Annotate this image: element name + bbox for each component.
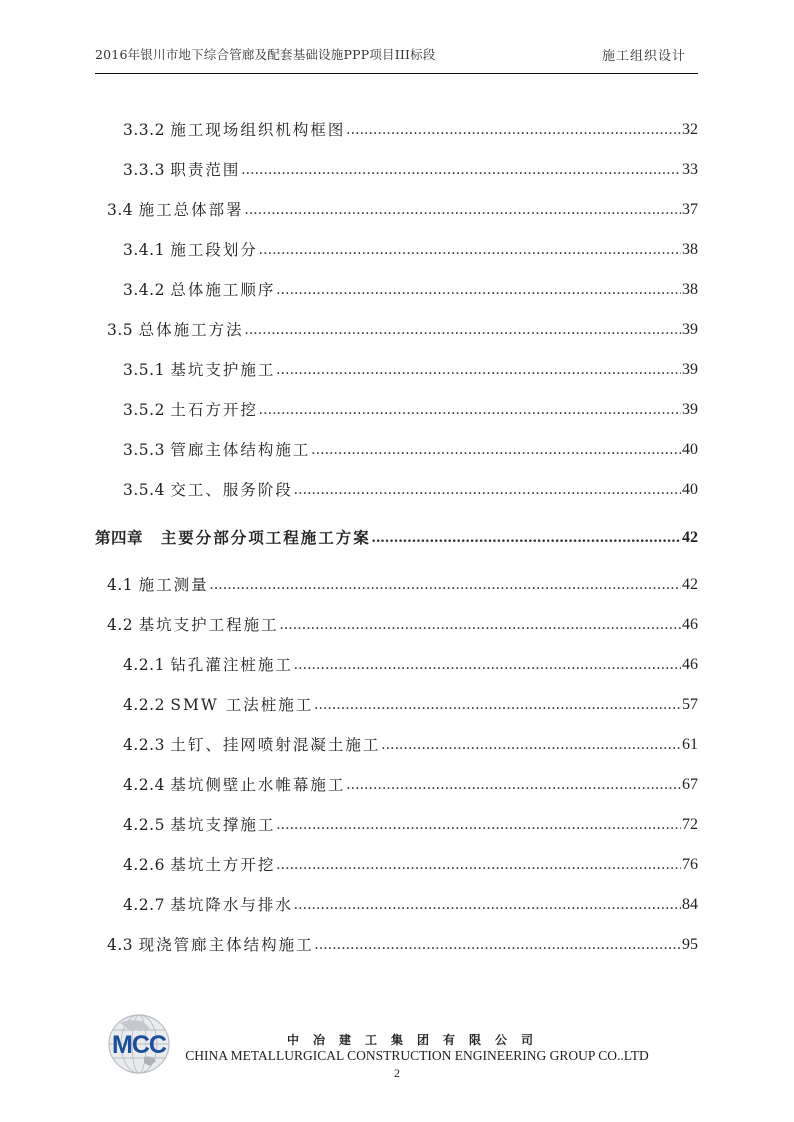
toc-entry[interactable] [123, 733, 698, 757]
document-type: 施工组织设计 [601, 49, 686, 64]
toc-entry-title: 施工测量 [138, 576, 209, 594]
toc-entry[interactable] [107, 573, 698, 597]
toc-entry-title: 钻孔灌注桩施工 [170, 656, 293, 674]
toc-entry[interactable] [123, 158, 698, 182]
toc-entry-page: 39 [682, 361, 698, 378]
company-name-english: CHINA METALLURGICAL CONSTRUCTION ENGINEERING GROUP CO..LTD [185, 1048, 649, 1063]
toc-entry-title: 土钉、挂网喷射混凝土施工 [170, 736, 381, 754]
toc-leader-dots [276, 813, 681, 837]
toc-entry-number: 4.2.3 [123, 736, 171, 754]
toc-entry-number: 3.4 [107, 201, 139, 219]
toc-entry-page: 40 [682, 481, 698, 498]
toc-entry-page: 33 [682, 161, 698, 178]
toc-entry[interactable] [123, 893, 698, 917]
toc-leader-dots [381, 733, 681, 757]
toc-entry-title: 基坑支撑施工 [170, 816, 276, 834]
page-header [95, 40, 698, 74]
toc-chapter-entry[interactable] [95, 526, 698, 550]
toc-entry[interactable] [107, 318, 698, 342]
project-title: 2016年银川市地下综合管廊及配套基础设施PPP项目III标段 [95, 47, 436, 62]
toc-entry-page: 39 [682, 401, 698, 418]
toc-leader-dots [346, 118, 681, 142]
toc-entry[interactable] [123, 813, 698, 837]
toc-chapter-page: 42 [682, 529, 698, 546]
toc-entry-number: 4.2.5 [123, 816, 171, 834]
toc-entry-title: 基坑支护工程施工 [138, 616, 279, 634]
toc-entry-title: 施工段划分 [170, 241, 258, 259]
toc-chapter-title: 主要分部分项工程施工方案 [160, 528, 371, 547]
toc-leader-dots [276, 358, 681, 382]
toc-entry-title: 基坑侧壁止水帷幕施工 [170, 776, 346, 794]
toc-entry-title: 管廊主体结构施工 [170, 441, 311, 459]
toc-entry[interactable] [123, 358, 698, 382]
toc-entry[interactable] [123, 238, 698, 262]
toc-entry-number: 3.5.4 [123, 481, 171, 499]
toc-entry-title: 施工总体部署 [138, 201, 244, 219]
toc-entry[interactable] [123, 693, 698, 717]
toc-entry-number: 4.3 [107, 936, 139, 954]
toc-entry[interactable] [123, 773, 698, 797]
toc-entry-title: 职责范围 [170, 161, 241, 179]
toc-leader-dots [294, 893, 681, 917]
toc-leader-dots [276, 853, 681, 877]
toc-entry-title: 土石方开挖 [170, 401, 258, 419]
toc-entry[interactable] [123, 653, 698, 677]
toc-entry-number: 4.2 [107, 616, 139, 634]
toc-entry-page: 61 [682, 736, 698, 753]
toc-entry-page: 72 [682, 816, 698, 833]
toc-entry[interactable] [123, 438, 698, 462]
toc-entry-page: 42 [682, 576, 698, 593]
toc-leader-dots [315, 933, 681, 957]
toc-leader-dots [259, 398, 681, 422]
toc-entry-title: 现浇管廊主体结构施工 [138, 936, 314, 954]
toc-entry-number: 3.5 [107, 321, 139, 339]
toc-entry-number: 4.2.2 [123, 696, 171, 714]
toc-entry[interactable] [123, 118, 698, 142]
toc-entry-number: 4.2.6 [123, 856, 171, 874]
toc-entry-title: 总体施工顺序 [170, 281, 276, 299]
toc-entry-number: 3.5.3 [123, 441, 171, 459]
toc-entry-number: 3.4.2 [123, 281, 171, 299]
toc-entry-page: 95 [682, 936, 698, 953]
toc-entry-title: 总体施工方法 [138, 321, 244, 339]
toc-leader-dots [314, 693, 681, 717]
toc-entry-title: 基坑土方开挖 [170, 856, 276, 874]
company-name-chinese: 中冶建工集团有限公司 [286, 1033, 547, 1047]
toc-entry-page: 39 [682, 321, 698, 338]
toc-entry-page: 37 [682, 201, 698, 218]
toc-entry-page: 38 [682, 241, 698, 258]
toc-entry-page: 67 [682, 776, 698, 793]
toc-entry-title: 基坑支护施工 [170, 361, 276, 379]
toc-entry-title: 施工现场组织机构框图 [170, 121, 346, 139]
toc-entry-page: 38 [682, 281, 698, 298]
toc-entry[interactable] [107, 613, 698, 637]
toc-entry[interactable] [123, 398, 698, 422]
toc-leader-dots [241, 158, 681, 182]
toc-entry-number: 3.3.3 [123, 161, 171, 179]
toc-leader-dots [311, 438, 681, 462]
toc-leader-dots [280, 613, 681, 637]
toc-entry-title: SMW 工法桩施工 [170, 696, 314, 714]
toc-leader-dots [259, 238, 681, 262]
toc-entry[interactable] [123, 853, 698, 877]
svg-text:MCC: MCC [112, 1031, 166, 1059]
toc-entry-page: 46 [682, 616, 698, 633]
toc-entry[interactable] [107, 198, 698, 222]
toc-entry-number: 4.2.4 [123, 776, 171, 794]
toc-entry[interactable] [123, 478, 698, 502]
toc-entry-title: 交工、服务阶段 [170, 481, 293, 499]
toc-leader-dots [210, 573, 681, 597]
toc-leader-dots [372, 526, 681, 550]
toc-leader-dots [346, 773, 681, 797]
toc-leader-dots [294, 653, 681, 677]
toc-entry-number: 3.3.2 [123, 121, 171, 139]
toc-entry-number: 3.5.1 [123, 361, 171, 379]
toc-entry-page: 84 [682, 896, 698, 913]
toc-entry-page: 40 [682, 441, 698, 458]
toc-entry-page: 46 [682, 656, 698, 673]
page-number: 2 [394, 1066, 400, 1080]
toc-entry-page: 57 [682, 696, 698, 713]
toc-entry[interactable] [107, 933, 698, 957]
toc-chapter-number: 第四章 [95, 528, 161, 547]
toc-leader-dots [294, 478, 681, 502]
toc-entry-page: 32 [682, 121, 698, 138]
toc-entry-page: 76 [682, 856, 698, 873]
toc-entry-number: 4.2.1 [123, 656, 171, 674]
toc-leader-dots [245, 198, 681, 222]
toc-entry-number: 4.1 [107, 576, 139, 594]
toc-entry-number: 4.2.7 [123, 896, 171, 914]
toc-entry-title: 基坑降水与排水 [170, 896, 293, 914]
toc-entry[interactable] [123, 278, 698, 302]
toc-entry-number: 3.5.2 [123, 401, 171, 419]
toc-leader-dots [245, 318, 681, 342]
toc-leader-dots [276, 278, 681, 302]
toc-entry-number: 3.4.1 [123, 241, 171, 259]
